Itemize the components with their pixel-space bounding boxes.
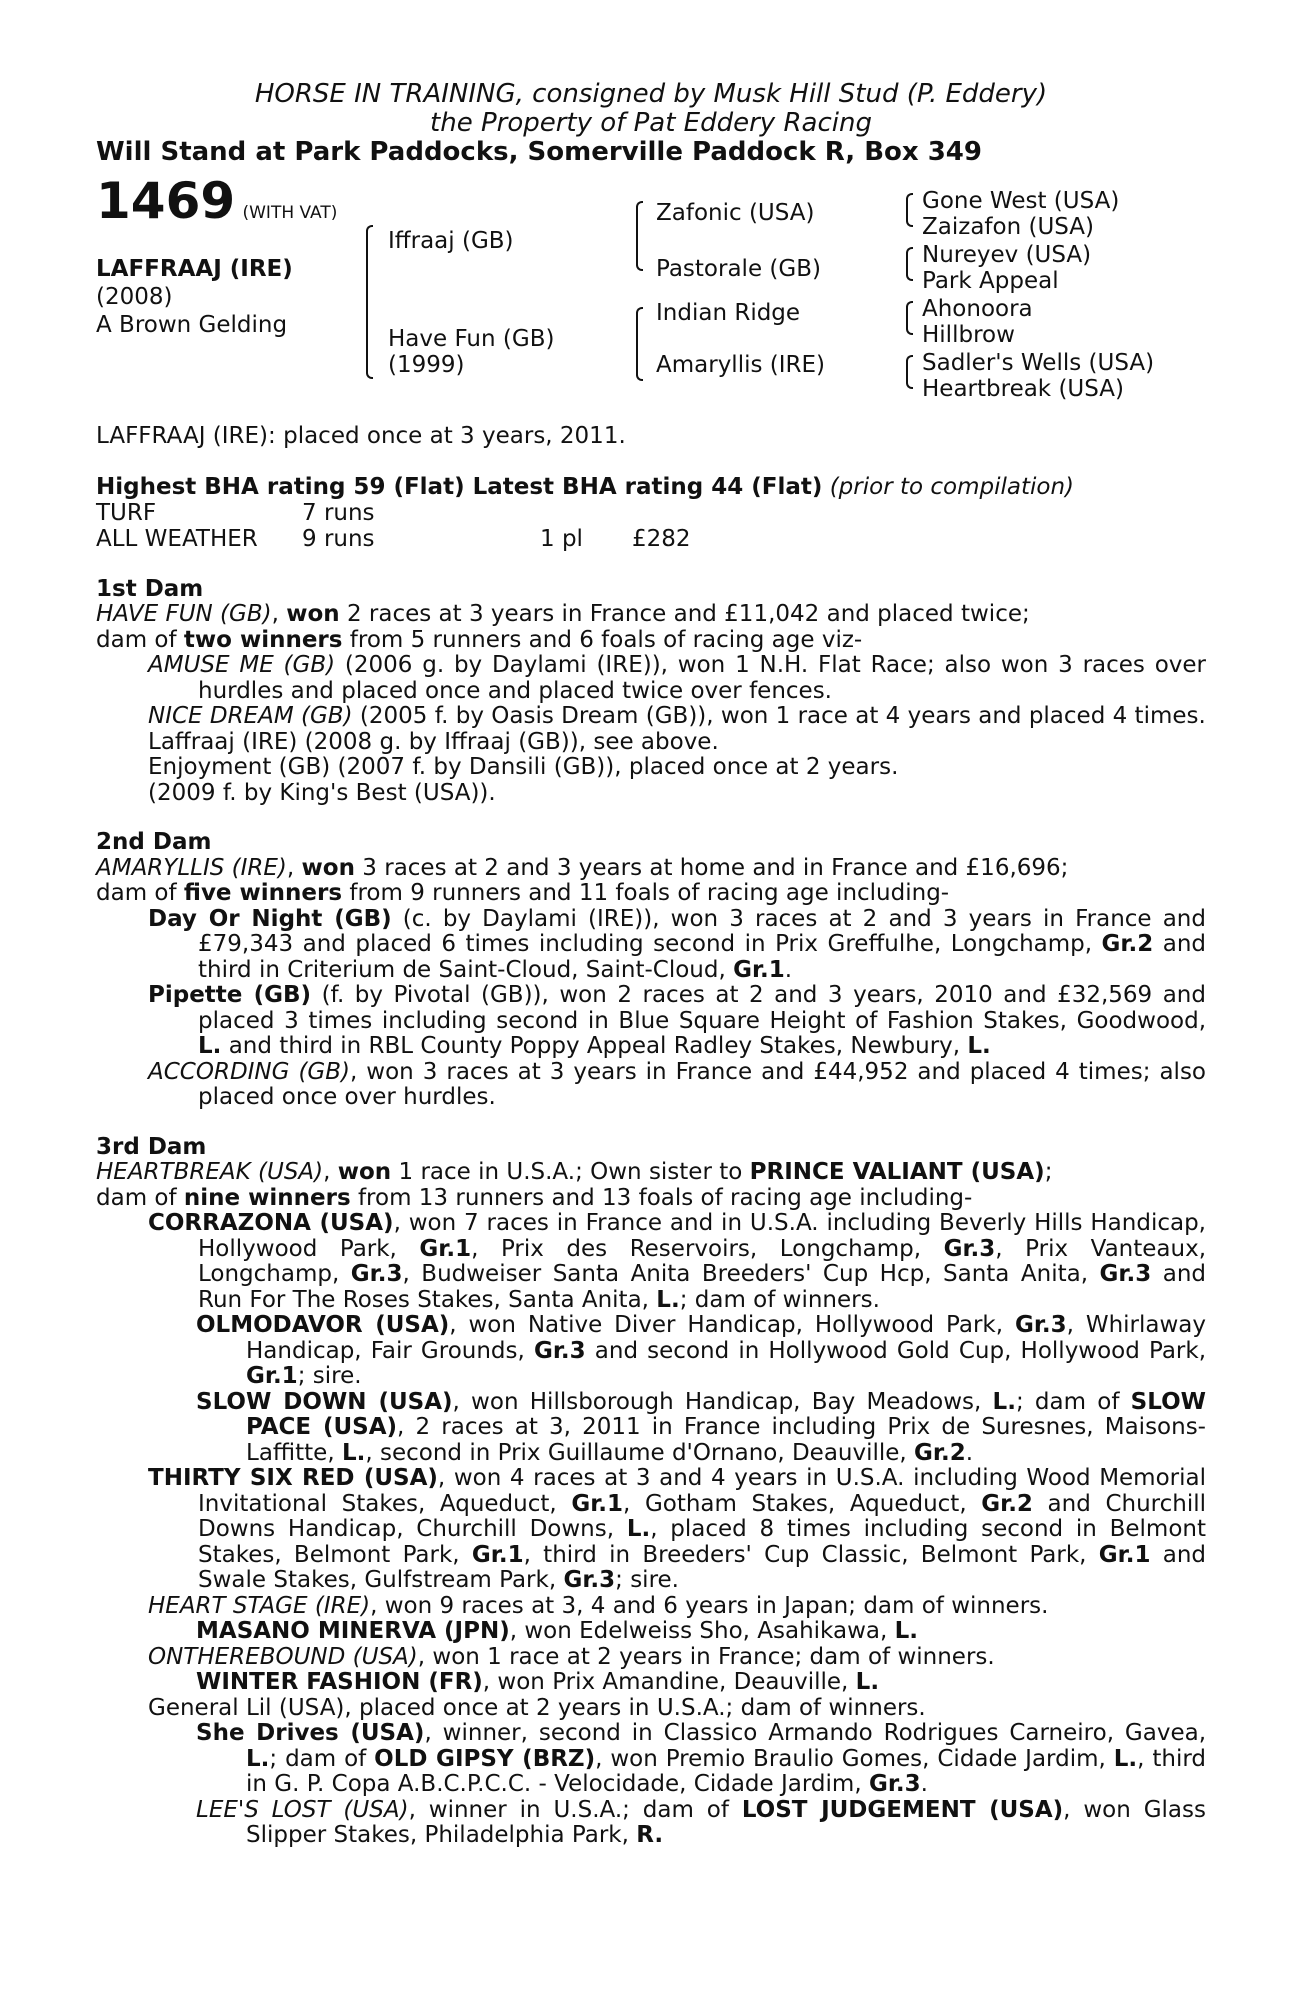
- sire-sire: Zafonic (USA): [656, 200, 815, 226]
- third-dam-section: 3rd Dam HEARTBREAK (USA), won 1 race in U.S.A.; Own sister to PRINCE VALIANT (USA); dam of nine winners from 13 runners and 13 foals of racing age including- CORRAZONA (USA), won 7 races in France and in U.S.A. including Beverly Hills Handicap, Hollywood Park, Gr.1, Prix des Reservoirs, Longchamp, Gr.3, Prix Vanteaux, Longchamp, Gr.3, Budweiser Santa Anita Breeders' Cup Hcp, Santa Anita, Gr.3 and Run For The Roses Stakes, Santa Anita, L.; dam of winners. OLMODAVOR (USA), won Native Diver Handicap, Hollywood Park, Gr.3, Whirlaway Handicap, Fair Grounds, Gr.3 and second in Hollywood Gold Cup, Hollywood Park, Gr.1; sire. SLOW DOWN (USA), won Hillsborough Handicap, Bay Meadows, L.; dam of SLOW PACE (USA), 2 races at 3, 2011 in France including Prix de Suresnes, Maisons-Laffitte, L., second in Prix Guillaume d'Ornano, Deauville, Gr.2. THIRTY SIX RED (USA), won 4 races at 3 and 4 years in U.S.A. including Wood Memorial Invitational Stakes, Aqueduct, Gr.1, Gotham Stakes, Aqueduct, Gr.2 and Churchill Downs Handicap, Churchill Downs, L., placed 8 times including second in Belmont Stakes, Belmont Park, Gr.1, third in Breeders' Cup Classic, Belmont Park, Gr.1 and Swale Stakes, Gulfstream Park, Gr.3; sire. HEART STAGE (IRE), won 9 races at 3, 4 and 6 years in Japan; dam of winners. MASANO MINERVA (JPN), won Edelweiss Sho, Asahikawa, L. ONTHEREBOUND (USA), won 1 race at 2 years in France; dam of winners. WINTER FASHION (FR), won Prix Amandine, Deauville, L. General Lil (USA), placed once at 2 years in U.S.A.; dam of winners. She Drives (USA), winner, second in Classico Armando Rodrigues Carneiro, Gavea, L.; dam of OLD GIPSY (BRZ), won Premio Braulio Gomes, Cidade Jardim, L., third in G. P. Copa A.B.C.P.C.C. - Velocidade, Cidade Jardim, Gr.3. LEE'S LOST (USA), winner in U.S.A.; dam of LOST JUDGEMENT (USA), won Glass Slipper Stakes, Philadelphia Park, R.: [96, 1133, 1207, 1848]
- second-dam-section: 2nd Dam AMARYLLIS (IRE), won 3 races at 2 and 3 years at home and in France and £16,696; dam of five winners from 9 runners and 11 foals of racing age including- Day Or Night (GB) (c. by Daylami (IRE)), won 3 races at 2 and 3 years in France and £79,343 and placed 6 times including second in Prix Greffulhe, Longchamp, Gr.2 and third in Criterium de Saint-Cloud, Saint-Cloud, Gr.1. Pipette (GB) (f. by Pivotal (GB)), won 2 races at 2 and 3 years, 2010 and £32,569 and placed 3 times including second in Blue Square Height of Fashion Stakes, Goodwood, L. and third in RBL County Poppy Appeal Radley Stakes, Newbury, L. ACCORDING (GB), won 3 races at 3 years in France and £44,952 and placed 4 times; also placed once over hurdles.: [96, 829, 1206, 1110]
- sire: Iffraaj (GB): [388, 228, 514, 254]
- section-heading: 1st Dam: [96, 575, 204, 602]
- ped-gen3: Gone West (USA): [922, 188, 1120, 214]
- page-header: [96, 80, 1206, 167]
- ped-gen3: Nureyev (USA): [922, 242, 1092, 268]
- ped-gen3: Hillbrow: [922, 322, 1015, 348]
- pedigree-brace: [636, 201, 643, 271]
- ped-gen3: Sadler's Wells (USA): [922, 350, 1155, 376]
- bha-rating: Highest BHA rating 59 (Flat) Latest BHA rating 44 (Flat) (prior to compilation): [96, 474, 1074, 500]
- horse-name: LAFFRAAJ (IRE): [96, 256, 293, 282]
- pedigree-brace: [906, 301, 913, 335]
- ped-gen3: Ahonoora: [922, 296, 1033, 322]
- sire-dam: Pastorale (GB): [656, 256, 821, 282]
- lot-number-block: [96, 172, 338, 230]
- dam: Have Fun (GB): [388, 326, 555, 352]
- pedigree-brace: [366, 225, 373, 379]
- pedigree-table: [96, 172, 1206, 449]
- turf-record: TURF 7 runs: [96, 499, 375, 526]
- first-dam-section: 1st Dam HAVE FUN (GB), won 2 races at 3 years in France and £11,042 and placed twice; dam of two winners from 5 runners and 6 foals of racing age viz- AMUSE ME (GB) (2006 g. by Daylami (IRE)), won 1 N.H. Flat Race; also won 3 races over hurdles and placed once and placed twice over fences. NICE DREAM (GB) (2005 f. by Oasis Dream (GB)), won 1 race at 4 years and placed 4 times. Laffraaj (IRE) (2008 g. by Iffraaj (GB)), see above. Enjoyment (GB) (2007 f. by Dansili (GB)), placed once at 2 years. (2009 f. by King's Best (USA)).: [96, 575, 1206, 806]
- section-heading: 3rd Dam: [96, 1133, 207, 1160]
- header-consignor: HORSE IN TRAINING, consigned by Musk Hill Stud (P. Eddery): [254, 79, 1048, 109]
- rating-block: [96, 475, 1206, 553]
- header-location: Will Stand at Park Paddocks, Somerville Paddock R, Box 349: [96, 137, 982, 167]
- header-property: the Property of Pat Eddery Racing: [430, 108, 872, 138]
- pedigree-brace: [906, 247, 913, 281]
- pedigree-brace: [906, 355, 913, 389]
- horse-year: (2008): [96, 284, 173, 310]
- lot-number: 1469: [96, 172, 236, 230]
- section-heading: 2nd Dam: [96, 829, 212, 855]
- dam-dam: Amaryllis (IRE): [656, 352, 826, 378]
- horse-description: A Brown Gelding: [96, 312, 288, 338]
- catalogue-page: [96, 0, 1206, 1849]
- ped-gen3: Zaizafon (USA): [922, 214, 1095, 240]
- ped-gen3: Park Appeal: [922, 268, 1059, 294]
- pedigree-brace: [906, 193, 913, 227]
- pedigree-brace: [636, 307, 643, 381]
- dam-sire: Indian Ridge: [656, 300, 801, 326]
- vat-note: (WITH VAT): [242, 203, 338, 223]
- ped-gen3: Heartbreak (USA): [922, 376, 1124, 402]
- placed-note: LAFFRAAJ (IRE): placed once at 3 years, 2011.: [96, 423, 626, 449]
- dam-year: (1999): [388, 352, 465, 378]
- aw-record: ALL WEATHER 9 runs 1 pl £282: [96, 525, 691, 552]
